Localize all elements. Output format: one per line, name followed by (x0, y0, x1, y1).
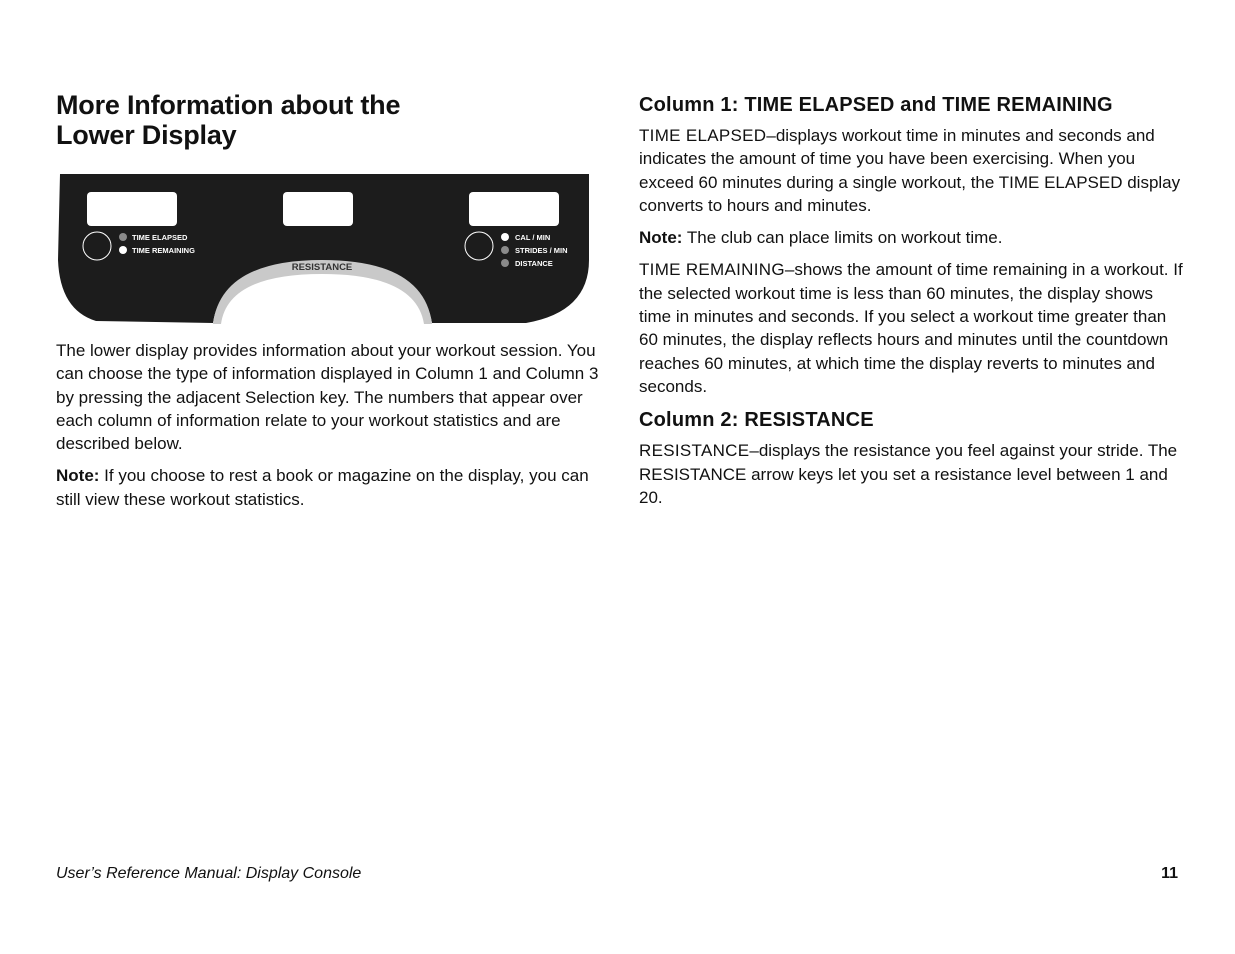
right-column (639, 92, 1184, 518)
time-remaining-term: TIME REMAINING (639, 260, 785, 280)
distance-label: DISTANCE (515, 259, 553, 268)
strides-min-label: STRIDES / MIN (515, 246, 568, 255)
column2-display-window (283, 192, 353, 226)
time-remaining-paragraph (639, 258, 1184, 398)
intro-paragraph: The lower display provides information about your workout session. You can choose the type of information displayed in Column 1 and Column 3 by pressing the adjacent Selection key. The numbers that appear over each column of information relate to your workout statistics and are described below. (56, 341, 599, 454)
time-remaining-label: TIME REMAINING (132, 246, 195, 255)
column3-display-window (469, 192, 559, 226)
resistance-term: RESISTANCE (639, 441, 750, 461)
page-title-line1: More Information about the (56, 90, 401, 120)
column1-display-window (87, 192, 177, 226)
time-remaining-text: –shows the amount of time remaining in a workout. If the selected workout time is less than 60 minutes, the display shows time in minutes and seconds. If you select a workout time greater than 60 minutes, the display reflects hours and minutes until the countdown reaches 60 minutes, at which time the display reverts to minutes and seconds. (639, 260, 1183, 396)
cal-min-indicator (501, 233, 509, 241)
left-note-text: If you choose to rest a book or magazine on the display, you can still view these workout statistics. (56, 466, 589, 509)
time-elapsed-paragraph (639, 124, 1184, 217)
distance-indicator (501, 259, 509, 267)
page-title-line2: Lower Display (56, 120, 237, 150)
column1-heading: Column 1: TIME ELAPSED and TIME REMAINING (639, 94, 1113, 116)
footer-manual-title: User’s Reference Manual: Display Console (56, 865, 362, 882)
club-note-label: Note: (639, 228, 683, 248)
time-elapsed-label: TIME ELAPSED (132, 233, 188, 242)
resistance-text: –displays the resistance you feel against your stride. The RESISTANCE arrow keys let you set a resistance level between 1 and 20. (639, 441, 1178, 507)
time-elapsed-term: TIME ELAPSED (639, 126, 767, 145)
console-svg (56, 172, 591, 327)
time-remaining-indicator (119, 246, 127, 254)
left-note-label: Note: (56, 466, 100, 486)
resistance-paragraph (639, 439, 1184, 509)
column2-heading: Column 2: RESISTANCE (639, 409, 874, 432)
time-elapsed-text: –displays workout time in minutes and seconds and indicates the amount of time you have been exercising. When you exceed 60 minutes during a single workout, the TIME ELAPSED display converts to hours and minutes. (639, 126, 1181, 215)
lower-display-illustration (56, 172, 591, 327)
cal-min-label: CAL / MIN (515, 233, 551, 242)
club-note-text: The club can place limits on workout time. (682, 228, 1003, 248)
time-elapsed-indicator (119, 233, 127, 241)
strides-min-indicator (501, 246, 509, 254)
page-title (56, 90, 596, 150)
left-column-text (56, 339, 601, 520)
resistance-label: RESISTANCE (291, 262, 353, 273)
footer-page-number: 11 (1161, 865, 1178, 882)
left-note (56, 464, 601, 511)
club-note (639, 226, 1184, 249)
